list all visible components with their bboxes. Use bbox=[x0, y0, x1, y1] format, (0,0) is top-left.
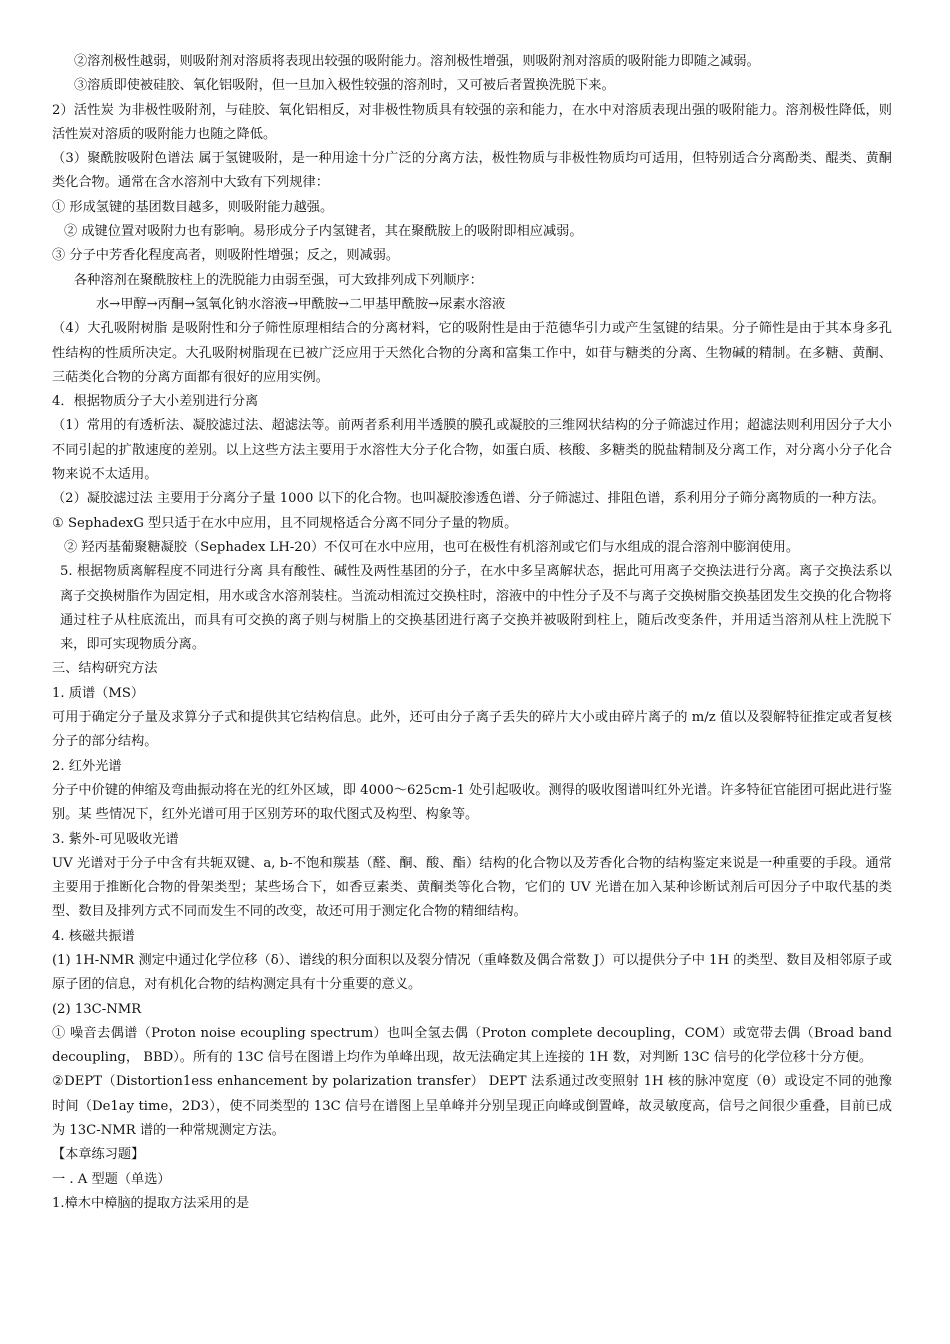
text-line: 各种溶剂在聚酰胺柱上的洗脱能力由弱至强，可大致排列成下列顺序： bbox=[74, 272, 483, 288]
paragraph: UV 光谱对于分子中含有共轭双键、a, b-不饱和羰基（醛、酮、酸、酯）结构的化合物以及芳香化合物的结构鉴定来说是一种重要的手段。通常主要用于推断化合物的骨架类型；某些场合下，如香豆素类、黄酮类等化合物，它们的 UV 光谱在加入某种诊断试剂后可因分子中取代基的类型、数目及排列方式不同而发生不同的改变，故还可用于测定化合物的精细结构。 bbox=[52, 855, 892, 920]
text-line: ② 羟丙基葡聚糖凝胶（Sephadex LH-20）不仅可在水中应用，也可在极性有机溶剂或它们与水组成的混合溶剂中膨润使用。 bbox=[64, 539, 800, 555]
solvent-order-line: 水→甲醇→丙酮→氢氧化钠水溶液→甲酰胺→二甲基甲酰胺→尿素水溶液 bbox=[96, 296, 506, 312]
subsection-heading: (2) 13C-NMR bbox=[52, 1001, 142, 1017]
question-item: 1.樟木中樟脑的提取方法采用的是 bbox=[52, 1195, 250, 1211]
section-heading: 三、结构研究方法 bbox=[52, 661, 158, 677]
subsection-heading: 4. 核磁共振谱 bbox=[52, 928, 135, 944]
paragraph: （2）凝胶滤过法 主要用于分离分子量 1000 以下的化合物。也叫凝胶渗透色谱、分子筛滤过、排阻色谱，系利用分子筛分离物质的一种方法。 bbox=[52, 491, 885, 507]
text-line: ③ 分子中芳香化程度高者，则吸附性增强；反之，则减弱。 bbox=[52, 248, 400, 264]
subsection-heading: 3. 紫外-可见吸收光谱 bbox=[52, 831, 179, 847]
exercise-heading: 【本章练习题】 bbox=[52, 1147, 145, 1163]
text-line: ③溶质即使被硅胶、氧化铝吸附，但一旦加入极性较强的溶剂时，又可被后者置换洗脱下来。 bbox=[74, 78, 615, 94]
text-line: ① 形成氢键的基团数目越多，则吸附能力越强。 bbox=[52, 199, 334, 215]
paragraph: （3）聚酰胺吸附色谱法 属于氢键吸附，是一种用途十分广泛的分离方法，极性物质与非极性物质均可适用，但特别适合分离酚类、醌类、黄酮类化合物。通常在含水溶剂中大致有下列规律： bbox=[52, 151, 892, 191]
paragraph: 2）活性炭 为非极性吸附剂，与硅胶、氧化铝相反，对非极性物质具有较强的亲和能力，在水中对溶质表现出强的吸附能力。溶剂极性降低，则活性炭对溶质的吸附能力也随之降低。 bbox=[52, 102, 892, 142]
paragraph: (1) 1H-NMR 测定中通过化学位移（δ）、谱线的积分面积以及裂分情况（重峰数及偶合常数 J）可以提供分子中 1H 的类型、数目及相邻原子或原子团的信息，对有机化合物的结构测定具有十分重要的意义。 bbox=[52, 952, 892, 993]
subsection-heading: 2. 红外光谱 bbox=[52, 758, 122, 774]
subsection-heading: 1. 质谱（MS） bbox=[52, 685, 145, 701]
question-type-heading: 一 . A 型题（单选） bbox=[52, 1171, 171, 1187]
document-page bbox=[52, 50, 892, 1216]
text-line: ②溶剂极性越弱，则吸附剂对溶质将表现出较强的吸附能力。溶剂极性增强，则吸附剂对溶质的吸附能力即随之减弱。 bbox=[74, 54, 760, 69]
paragraph: （1）常用的有透析法、凝胶滤过法、超滤法等。前两者系利用半透膜的膜孔或凝胶的三维网状结构的分子筛滤过作用；超滤法则利用因分子大小不同引起的扩散速度的差别。以上这些方法主要用于水溶性大分子化合物，如蛋白质、核酸、多糖类的脱盐精制及分离工作，对分离小分子化合物来说不太适用。 bbox=[52, 418, 892, 483]
text-line: ② 成键位置对吸附力也有影响。易形成分子内氢键者，其在聚酰胺上的吸附即相应减弱。 bbox=[64, 224, 583, 240]
paragraph: 可用于确定分子量及求算分子式和提供其它结构信息。此外，还可由分子离子丢失的碎片大小或由碎片离子的 m/z 值以及裂解特征推定或者复核分子的部分结构。 bbox=[52, 710, 892, 750]
text-line: ① SephadexG 型只适于在水中应用，且不同规格适合分离不同分子量的物质。 bbox=[52, 515, 518, 531]
section-heading: 4．根据物质分子大小差别进行分离 bbox=[52, 394, 259, 410]
paragraph: ① 噪音去偶谱（Proton noise ecoupling spectrum）也叫全氢去偶（Proton complete decoupling，COM）或宽带去偶（Broad band decoupling， BBD）。所有的 13C 信号在图谱上均作为单峰出现，故无法确定其上连接的 1H 数，对判断 13C 信号的化学位移十分方便。 bbox=[52, 1025, 892, 1066]
paragraph: ②DEPT（Distortion1ess enhancement by polarization transfer） DEPT 法系通过改变照射 1H 核的脉冲宽度（θ）或设定不同的弛豫时间（De1ay time，2D3），使不同类型的 13C 信号在谱图上呈单峰并分别呈现正向峰或倒置峰，故灵敏度高，信号之间很少重叠，目前已成为 13C-NMR 谱的一种常规测定方法。 bbox=[52, 1074, 892, 1139]
paragraph: （4）大孔吸附树脂 是吸附性和分子筛性原理相结合的分离材料，它的吸附性是由于范德华引力或产生氢键的结果。分子筛性是由于其本身多孔性结构的性质所决定。大孔吸附树脂现在已被广泛应用于天然化合物的分离和富集工作中，如苷与糖类的分离、生物碱的精制。在多糖、黄酮、三萜类化合物的分离方面都有很好的应用实例。 bbox=[52, 321, 892, 385]
paragraph: 分子中价键的伸缩及弯曲振动将在光的红外区域，即 4000～625cm-1 处引起吸收。测得的吸收图谱叫红外光谱。许多特征官能团可据此进行鉴别。某 些情况下，红外光谱可用于区别芳环的取代图式及构型、构象等。 bbox=[52, 782, 892, 823]
paragraph: 5. 根据物质离解程度不同进行分离 具有酸性、碱性及两性基团的分子，在水中多呈离解状态，据此可用离子交换法进行分离。离子交换法系以离子交换树脂作为固定相，用水或含水溶剂装柱。当流动相流过交换柱时，溶液中的中性分子及不与离子交换树脂交换基团发生交换的化合物将通过柱子从柱底流出，而具有可交换的离子则与树脂上的交换基团进行离子交换并被吸附到柱上，随后改变条件，并用适当溶剂从柱上洗脱下来，即可实现物质分离。 bbox=[60, 564, 892, 653]
